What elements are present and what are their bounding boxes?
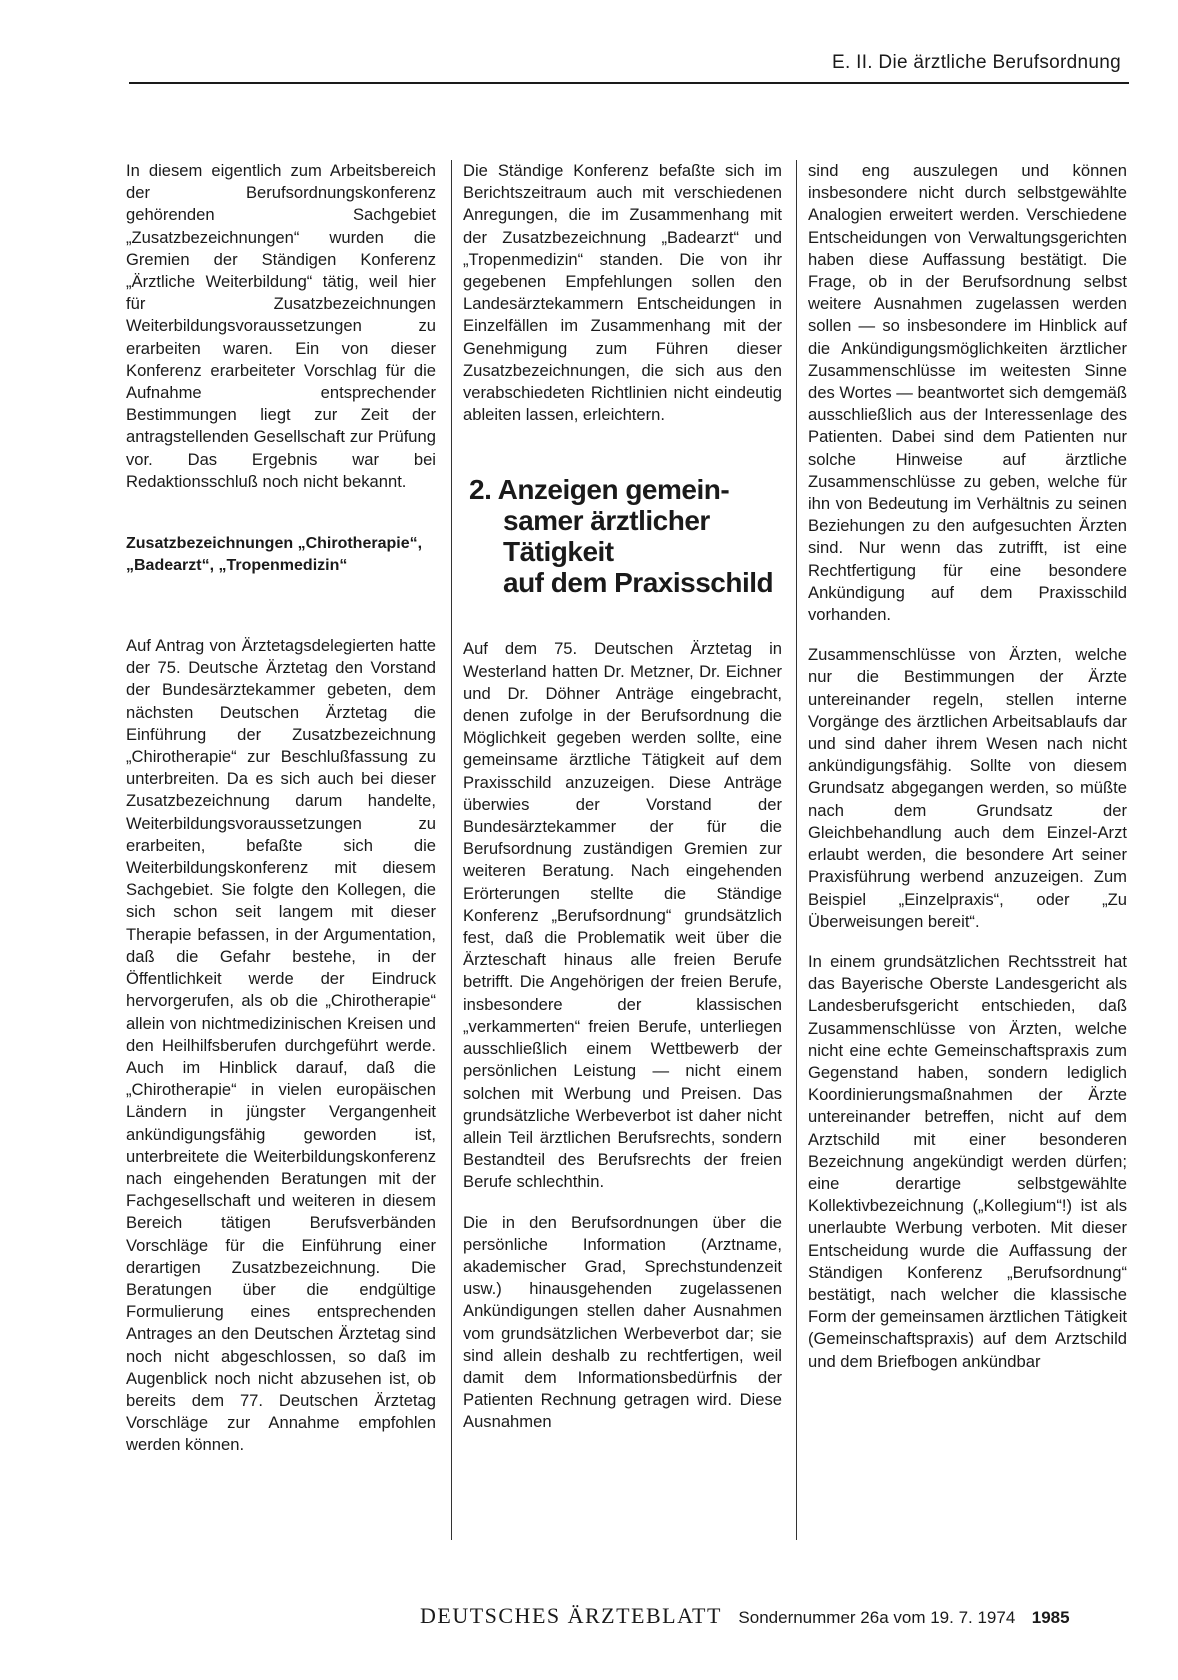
paragraph: Die in den Berufsordnungen über die persönliche Information (Arztname, akademischer Grad, Sprechstundenzeit usw.) hinausgehenden zugelassenen Ankündigungen stellen daher Ausnahmen vom grundsätzlichen Werbeverbot dar; sie sind allein deshalb zu rechtfertigen, weil damit dem Informationsbedürfnis der Patienten Rechnung getragen wird. Diese Ausnahmen — [463, 1212, 782, 1432]
paragraph: Auf dem 75. Deutschen Ärztetag in Westerland hatten Dr. Metzner, Dr. Eichner und Dr. Döhner Anträge eingebracht, denen zufolge in der Berufsordnung die Möglichkeit gegeben werden sollte, eine gemeinsame ärztliche Tätigkeit auf dem Praxisschild anzuzeigen. Diese Anträge überwies der Vorstand der Bundesärztekammer der für die Berufsordnung zuständigen Gremien zur weiteren Beratung. Nach eingehenden Erörterungen stellte die Ständige Konferenz „Berufsordnung“ grundsätzlich fest, daß die Problematik weit über die Ärzteschaft hinaus alle freien Berufe betrifft. Die Angehörigen der freien Berufe, insbesondere der klassischen „verkammerten“ freien Berufe, unterliegen ausschließlich einem Wettbewerb der persönlichen Leistung — nicht einem solchen mit Werbung und Preisen. Das grundsätzliche Werbeverbot ist daher nicht allein Teil ärztlichen Berufsrechts, sondern Bestandteil des Berufsrechts der freien Berufe schlechthin. — [463, 639, 782, 1192]
column-rule — [796, 160, 797, 1540]
text-column-left — [126, 160, 436, 1475]
paragraph: Zusammenschlüsse von Ärzten, welche nur die Bestimmungen der Ärzte untereinander regeln, stellen interne Vorgänge des ärztlichen Arbeitsablaufs dar und sind daher ihrem Wesen nach nicht ankündigungsfähig. Sollte von diesem Grundsatz abgegangen werden, so müßte nach dem Grundsatz der Gleichbehandlung auch dem Einzel-Arzt erlaubt werden, die besondere Art seiner Praxisführung werbend anzuzeigen. Zum Beispiel „Einzelpraxis“, oder „Zu Überweisungen bereit“. — [808, 645, 1127, 931]
issue-info: Sondernummer 26a vom 19. 7. 1974 — [738, 1608, 1016, 1627]
page-number: 1985 — [1031, 1608, 1070, 1627]
text-column-middle — [463, 160, 782, 1452]
paragraph: In diesem eigentlich zum Arbeitsbereich der Berufsordnungskonferenz gehörenden Sachgebiet „Zusatzbezeichnungen“ wurden die Gremien der Ständigen Konferenz „Ärztliche Weiterbildung“ tätig, weil hier für Zusatzbezeichnungen Weiterbildungsvoraussetzungen zu erarbeiten waren. Ein von dieser Konferenz erarbeiteter Vorschlag für die Aufnahme entsprechender Bestimmungen liegt zur Zeit der antragstellenden Gesellschaft zur Prüfung vor. Das Ergebnis war bei Redaktionsschluß noch nicht bekannt. — [126, 161, 436, 491]
section-heading — [469, 474, 782, 598]
journal-name: DEUTSCHES ÄRZTEBLATT — [420, 1603, 722, 1628]
paragraph: Die Ständige Konferenz befaßte sich im Berichtszeitraum auch mit verschiedenen Anregungen, die im Zusammenhang mit der Zusatzbezeichnung „Badearzt“ und „Tropenmedizin“ standen. Die von ihr gegebenen Empfehlungen sollen den Landesärztekammern Entscheidungen in Einzelfällen im Zusammenhang mit der Genehmigung zum Führen dieser Zusatzbezeichnungen, die sich aus den verabschiedeten Richtlinien nicht eindeutig ableiten lassen, erleichtern. — [463, 161, 782, 425]
subheading: Zusatzbezeichnungen „Chirotherapie“, „Badearzt“, „Tropenmedizin“ — [126, 535, 423, 575]
running-header-title: E. II. Die ärztliche Berufsordnung — [831, 52, 1121, 73]
section-heading-line: 2. Anzeigen gemein- — [469, 474, 730, 506]
section-heading-line: samer ärztlicher — [503, 505, 710, 537]
paragraph: In einem grundsätzlichen Rechtsstreit hat das Bayerische Oberste Landesgericht als Landesberufsgericht entschieden, daß Zusammenschlüsse von Ärzten, welche nicht eine echte Gemeinschaftspraxis zum Gegenstand haben, sondern lediglich Koordinierungsmaßnahmen der Ärzte untereinander betreffen, nicht auf dem Arztschild mit einer besonderen Bezeichnung angekündigt werden dürfen; eine derartige selbstgewählte Kollektivbezeichnung („Kollegium“!) ist als unerlaubte Werbung verboten. Mit dieser Entscheidung wurde die Auffassung der Ständigen Konferenz „Berufsordnung“ bestätigt, nach welcher die klassische Form der gemeinsamen ärztlichen Tätigkeit (Gemeinschaftspraxis) auf dem Arztschild und dem Briefbogen ankündbar — [808, 951, 1127, 1371]
page-footer — [420, 1603, 1130, 1631]
column-rule — [451, 160, 452, 1540]
paragraph: sind eng auszulegen und können insbesondere nicht durch selbstgewählte Analogien erweitert werden. Verschiedene Entscheidungen von Verwaltungsgerichten haben diese Auffassung bestätigt. Die Frage, ob in der Berufsordnung selbst weitere Ausnahmen zugelassen werden sollen — so insbesondere im Hinblick auf die Ankündigungsmöglichkeiten ärztlicher Zusammenschlüsse im weitesten Sinne des Wortes — beantwortet sich demgemäß ausschließlich aus der Interessenlage des Patienten. Dabei sind dem Patienten nur solche Hinweise auf ärztliche Zusammenschlüsse zu geben, welche für ihn von Bedeutung im Verhältnis zu seinen Beziehungen zu den aufgesuchten Ärzten sind. Nur wenn das zutrifft, ist eine Rechtfertigung für eine besondere Ankündigung auf dem Praxisschild vorhanden. — [808, 161, 1127, 625]
section-heading-line: Tätigkeit — [503, 536, 614, 568]
text-column-right — [808, 160, 1127, 1391]
paragraph: Auf Antrag von Ärztetagsdelegierten hatte der 75. Deutsche Ärztetag den Vorstand der Bundesärztekammer gebeten, dem nächsten Deutschen Ärztetag die Einführung der Zusatzbezeichnung „Chirotherapie“ zur Beschlußfassung zu unterbreiten. Da es sich auch bei dieser Zusatzbezeichnung darum handelte, Weiterbildungsvoraussetzungen zu erarbeiten, befaßte sich die Weiterbildungskonferenz mit diesem Sachgebiet. Sie folgte den Kollegen, die sich schon seit langem mit dieser Therapie befassen, in der Argumentation, daß die Gefahr bestehe, in der Öffentlichkeit werde der Eindruck hervorgerufen, als ob die „Chirotherapie“ allein von nichtmedizinischen Kreisen und den Heilhilfsberufen durchgeführt werde. Auch im Hinblick darauf, daß die „Chirotherapie“ in vielen europäischen Ländern in jüngster Vergangenheit ankündigungsfähig geworden ist, unterbreitete die Weiterbildungskonferenz nach eingehenden Beratungen mit der Fachgesellschaft und weiteren in diesem Bereich tätigen Berufsverbänden Vorschläge für die Einführung einer derartigen Zusatzbezeichnung. Die Beratungen über die endgültige Formulierung eines entsprechenden Antrages an den Deutschen Ärztetag sind noch nicht abgeschlossen, so daß im Augenblick noch nicht abzusehen ist, ob bereits dem 77. Deutschen Ärztetag Vorschläge zur Annahme empfohlen werden können. — [126, 636, 436, 1455]
section-heading-line: auf dem Praxisschild — [503, 567, 774, 599]
running-header — [129, 52, 1129, 84]
